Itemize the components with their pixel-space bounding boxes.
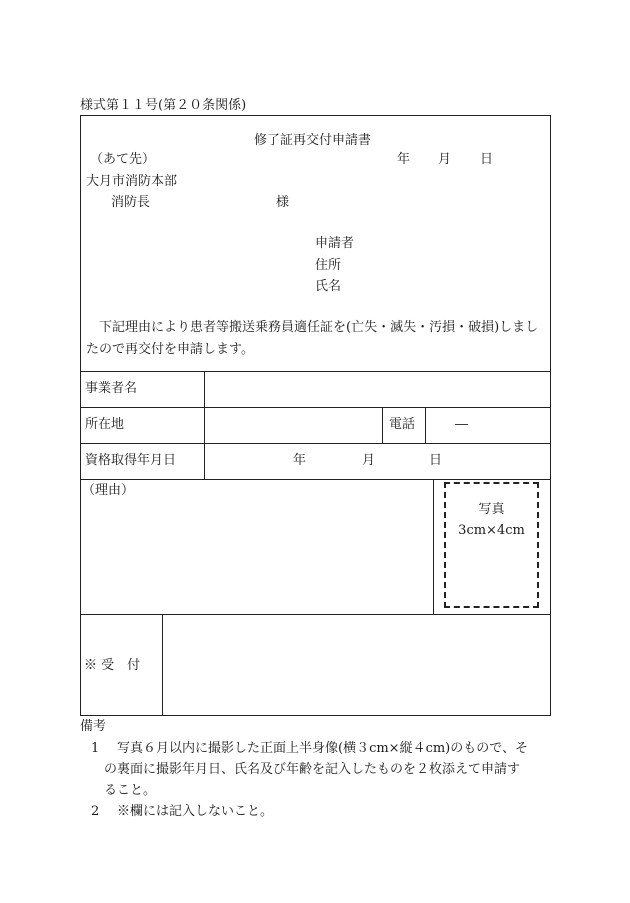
addressee-chief: 消防長 (111, 195, 151, 210)
row-divider (80, 479, 551, 480)
business-name-field[interactable] (210, 375, 546, 403)
notes-heading: 備考 (80, 719, 107, 734)
reason-field[interactable] (84, 503, 428, 609)
row-divider (80, 443, 551, 444)
row-divider (80, 614, 551, 615)
form-number: 様式第１１号(第２０条関係) (80, 98, 247, 113)
column-divider (433, 479, 434, 614)
applicant-name-label[interactable]: 氏名 (315, 279, 342, 294)
column-divider (162, 614, 163, 716)
note-number: 1 (91, 741, 100, 756)
applicant-heading: 申請者 (315, 236, 355, 251)
form-title: 修了証再交付申請書 (254, 133, 372, 148)
row-divider (80, 371, 551, 372)
photo-size: 3cm×4cm (458, 523, 525, 538)
note-line: 写真６月以内に撮影した正面上半身像(横３cm×縦４cm)のもので、そ (117, 741, 528, 756)
qualification-date-label: 資格取得年月日 (85, 453, 177, 468)
location-label: 所在地 (85, 417, 125, 432)
row-divider (80, 407, 551, 408)
phone-label: 電話 (389, 417, 416, 432)
photo-placeholder[interactable] (444, 482, 539, 608)
addressee-honorific: 様 (276, 195, 290, 210)
applicant-address-label[interactable]: 住所 (315, 258, 342, 273)
photo-title: 写真 (478, 502, 505, 517)
addressee-prefix: （あて先） (90, 152, 156, 167)
note-line: ること。 (104, 783, 157, 798)
qualification-day[interactable]: 日 (429, 453, 443, 468)
note-number: 2 (91, 804, 100, 819)
date-year[interactable]: 年 (397, 152, 411, 167)
qualification-month[interactable]: 月 (362, 453, 376, 468)
reception-field (168, 620, 546, 710)
qualification-year[interactable]: 年 (293, 453, 307, 468)
phone-field[interactable]: ― (455, 417, 468, 432)
location-field[interactable] (210, 411, 378, 439)
date-month[interactable]: 月 (438, 152, 452, 167)
reason-label: （理由） (82, 483, 135, 498)
addressee-org: 大月市消防本部 (86, 174, 178, 189)
reception-label: ※ 受 付 (84, 658, 141, 673)
request-statement: 下記理由により患者等搬送乗務員適任証を(亡失・滅失・汚損・破損)しましたので再交付を申請します。 (86, 320, 539, 357)
column-divider (382, 407, 383, 443)
business-name-label: 事業者名 (85, 381, 138, 396)
column-divider (425, 407, 426, 443)
column-divider (204, 371, 205, 479)
note-line: ※欄には記入しないこと。 (117, 804, 274, 819)
note-line: の裏面に撮影年月日、氏名及び年齢を記入したものを２枚添えて申請す (104, 762, 521, 777)
date-day[interactable]: 日 (480, 152, 494, 167)
